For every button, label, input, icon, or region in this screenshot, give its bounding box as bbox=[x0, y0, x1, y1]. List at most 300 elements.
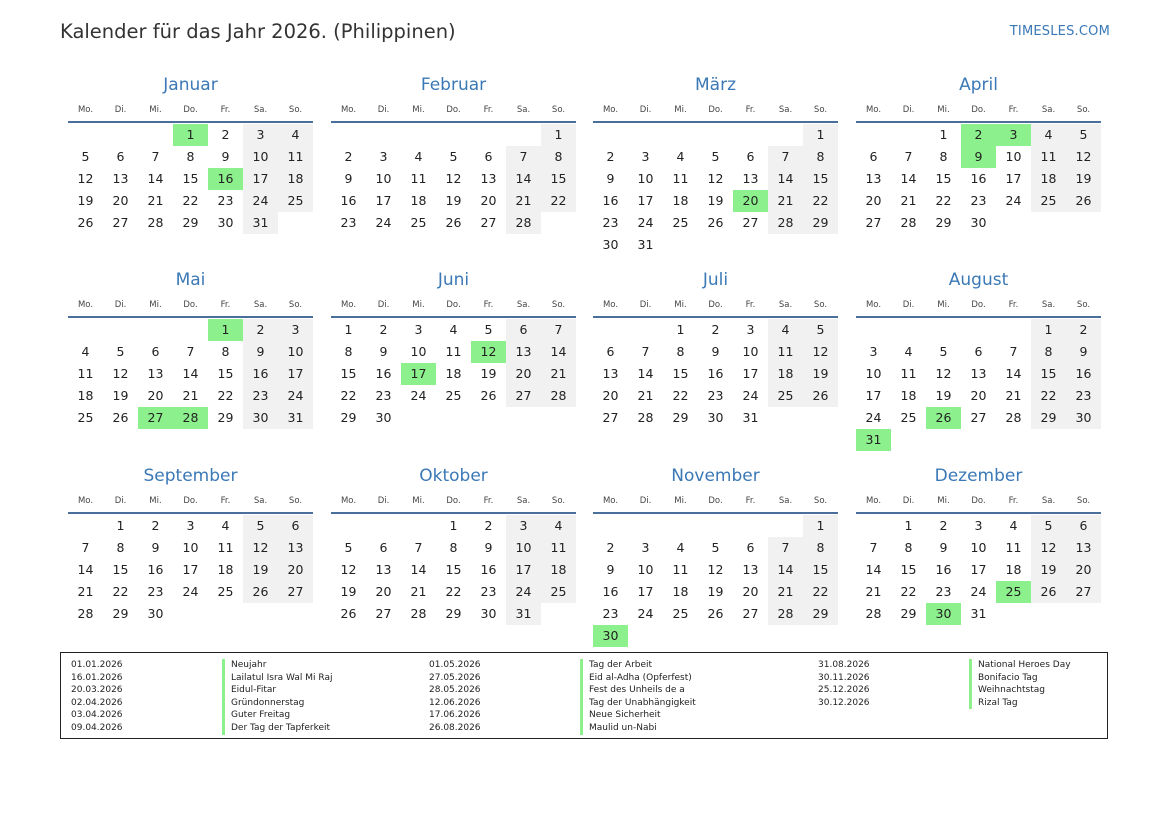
month-3 bbox=[593, 70, 838, 256]
empty-cell bbox=[663, 515, 698, 537]
day-cell: 12 bbox=[445, 171, 462, 186]
month-2 bbox=[331, 70, 576, 234]
weekday-label: Mo. bbox=[340, 300, 357, 310]
weekday-label: Di. bbox=[377, 496, 390, 506]
weekday-label: Mi. bbox=[674, 496, 687, 506]
day-cell: 26 bbox=[77, 215, 94, 230]
day-cell: 18 bbox=[1031, 168, 1066, 190]
weekday-label: Do. bbox=[446, 496, 461, 506]
weekday-label: Sa. bbox=[253, 300, 268, 310]
day-cell: 26 bbox=[1066, 190, 1101, 212]
day-cell: 22 bbox=[445, 584, 462, 599]
weekday-label: So. bbox=[813, 105, 828, 115]
holiday-list bbox=[60, 652, 1108, 739]
weekday-label: Do. bbox=[708, 105, 723, 115]
empty-cell bbox=[628, 515, 663, 537]
day-cell: 10 bbox=[410, 344, 427, 359]
day-cell: 11 bbox=[410, 171, 427, 186]
day-cell: 11 bbox=[278, 146, 313, 168]
day-cell: 10 bbox=[865, 366, 882, 381]
day-cell: 18 bbox=[410, 193, 427, 208]
empty-cell bbox=[593, 515, 628, 537]
month-name: März bbox=[695, 75, 736, 95]
day-cell: 15 bbox=[900, 562, 917, 577]
day-cell: 20 bbox=[970, 388, 987, 403]
weekday-label: Mi. bbox=[412, 496, 425, 506]
weekday-label: Fr. bbox=[1008, 496, 1019, 506]
day-cell: 29 bbox=[672, 410, 689, 425]
day-cell: 7 bbox=[641, 344, 650, 359]
day-cell: 10 bbox=[278, 341, 313, 363]
month-4 bbox=[856, 70, 1101, 234]
day-cell: 5 bbox=[711, 540, 720, 555]
weekday-header bbox=[331, 296, 576, 318]
day-cell: 15 bbox=[672, 366, 689, 381]
empty-cell bbox=[138, 124, 173, 146]
day-grid bbox=[68, 514, 313, 625]
day-cell: 22 bbox=[803, 190, 838, 212]
weekday-label: Mi. bbox=[674, 300, 687, 310]
day-cell: 19 bbox=[707, 584, 724, 599]
empty-cell bbox=[471, 124, 506, 146]
weekday-label: So. bbox=[288, 105, 303, 115]
day-cell: 17 bbox=[637, 584, 654, 599]
holiday-date: 27.05.2026 bbox=[429, 672, 481, 683]
day-cell: 29 bbox=[900, 606, 917, 621]
day-cell: 9 bbox=[484, 540, 493, 555]
day-cell: 23 bbox=[480, 584, 497, 599]
day-cell: 25 bbox=[672, 606, 689, 621]
day-cell: 27 bbox=[865, 215, 882, 230]
holiday-day: 28 bbox=[173, 407, 208, 429]
day-cell: 5 bbox=[243, 515, 278, 537]
day-cell: 7 bbox=[869, 540, 878, 555]
day-cell: 1 bbox=[1031, 319, 1066, 341]
page-title: Kalender für das Jahr 2026. (Philippinen) bbox=[60, 20, 456, 43]
empty-cell bbox=[698, 515, 733, 537]
day-cell: 21 bbox=[77, 584, 94, 599]
day-cell: 13 bbox=[278, 537, 313, 559]
day-cell: 8 bbox=[939, 149, 948, 164]
day-cell: 31 bbox=[278, 407, 313, 429]
day-cell: 3 bbox=[379, 149, 388, 164]
day-cell: 23 bbox=[217, 193, 234, 208]
day-cell: 22 bbox=[1031, 385, 1066, 407]
day-cell: 13 bbox=[147, 366, 164, 381]
day-cell: 24 bbox=[243, 190, 278, 212]
day-cell: 6 bbox=[116, 149, 125, 164]
day-cell: 4 bbox=[1031, 124, 1066, 146]
day-cell: 19 bbox=[77, 193, 94, 208]
day-cell: 15 bbox=[340, 366, 357, 381]
day-cell: 22 bbox=[672, 388, 689, 403]
empty-cell bbox=[628, 319, 663, 341]
empty-cell bbox=[68, 124, 103, 146]
weekday-label: Fr. bbox=[745, 496, 756, 506]
weekday-label: Mi. bbox=[937, 105, 950, 115]
weekday-label: So. bbox=[1076, 105, 1091, 115]
day-cell: 27 bbox=[375, 606, 392, 621]
weekday-label: Di. bbox=[114, 300, 127, 310]
day-cell: 8 bbox=[1031, 341, 1066, 363]
day-cell: 24 bbox=[637, 215, 654, 230]
weekday-label: Mo. bbox=[602, 300, 619, 310]
empty-cell bbox=[401, 515, 436, 537]
weekday-label: Do. bbox=[183, 300, 198, 310]
holiday-date: 25.12.2026 bbox=[818, 685, 870, 696]
weekday-label: Do. bbox=[183, 105, 198, 115]
day-cell: 8 bbox=[186, 149, 195, 164]
day-cell: 21 bbox=[1005, 388, 1022, 403]
weekday-label: Mo. bbox=[340, 105, 357, 115]
weekday-label: Sa. bbox=[516, 300, 531, 310]
day-cell: 12 bbox=[340, 562, 357, 577]
day-cell: 18 bbox=[768, 363, 803, 385]
holiday-day: 2 bbox=[961, 124, 996, 146]
day-cell: 6 bbox=[974, 344, 983, 359]
day-cell: 2 bbox=[1066, 319, 1101, 341]
holiday-day: 31 bbox=[856, 429, 891, 451]
holiday-name: Neue Sicherheit bbox=[580, 709, 661, 722]
day-cell: 19 bbox=[243, 559, 278, 581]
day-cell: 14 bbox=[410, 562, 427, 577]
day-cell: 12 bbox=[77, 171, 94, 186]
day-cell: 10 bbox=[243, 146, 278, 168]
day-cell: 22 bbox=[217, 388, 234, 403]
weekday-label: Mi. bbox=[149, 496, 162, 506]
day-cell: 5 bbox=[484, 322, 493, 337]
day-cell: 25 bbox=[900, 410, 917, 425]
day-cell: 15 bbox=[112, 562, 129, 577]
day-cell: 27 bbox=[970, 410, 987, 425]
weekday-label: Do. bbox=[971, 300, 986, 310]
holiday-name: Der Tag der Tapferkeit bbox=[222, 722, 330, 735]
day-cell: 17 bbox=[278, 363, 313, 385]
day-cell: 20 bbox=[278, 559, 313, 581]
day-cell: 13 bbox=[602, 366, 619, 381]
day-cell: 20 bbox=[742, 584, 759, 599]
day-cell: 2 bbox=[151, 518, 160, 533]
day-cell: 12 bbox=[243, 537, 278, 559]
weekday-label: Fr. bbox=[1008, 105, 1019, 115]
day-cell: 10 bbox=[375, 171, 392, 186]
day-cell: 14 bbox=[768, 559, 803, 581]
day-cell: 16 bbox=[480, 562, 497, 577]
day-cell: 23 bbox=[602, 215, 619, 230]
empty-cell bbox=[593, 124, 628, 146]
day-cell: 12 bbox=[707, 171, 724, 186]
weekday-label: So. bbox=[288, 300, 303, 310]
day-cell: 7 bbox=[768, 146, 803, 168]
day-cell: 30 bbox=[217, 215, 234, 230]
day-cell: 23 bbox=[970, 193, 987, 208]
day-cell: 4 bbox=[904, 344, 913, 359]
month-name: November bbox=[671, 466, 760, 486]
day-cell: 26 bbox=[1031, 581, 1066, 603]
empty-cell bbox=[331, 515, 366, 537]
day-cell: 21 bbox=[541, 363, 576, 385]
month-1 bbox=[68, 70, 313, 234]
day-cell: 30 bbox=[707, 410, 724, 425]
day-cell: 21 bbox=[900, 193, 917, 208]
day-cell: 17 bbox=[375, 193, 392, 208]
month-name: April bbox=[959, 75, 998, 95]
holiday-name: Gründonnerstag bbox=[222, 697, 304, 710]
weekday-label: Mi. bbox=[149, 300, 162, 310]
day-cell: 30 bbox=[970, 215, 987, 230]
weekday-label: Fr. bbox=[220, 105, 231, 115]
day-cell: 12 bbox=[803, 341, 838, 363]
weekday-label: Di. bbox=[114, 105, 127, 115]
day-cell: 7 bbox=[506, 146, 541, 168]
weekday-label: Fr. bbox=[1008, 300, 1019, 310]
empty-cell bbox=[856, 319, 891, 341]
holiday-name: Fest des Unheils de a bbox=[580, 684, 685, 697]
holiday-date: 30.12.2026 bbox=[818, 697, 870, 708]
day-cell: 12 bbox=[1066, 146, 1101, 168]
day-cell: 20 bbox=[147, 388, 164, 403]
day-cell: 24 bbox=[410, 388, 427, 403]
day-cell: 4 bbox=[676, 540, 685, 555]
day-cell: 23 bbox=[375, 388, 392, 403]
month-name: Dezember bbox=[934, 466, 1023, 486]
day-cell: 5 bbox=[711, 149, 720, 164]
holiday-day: 12 bbox=[471, 341, 506, 363]
day-cell: 23 bbox=[147, 584, 164, 599]
weekday-label: So. bbox=[551, 105, 566, 115]
day-cell: 15 bbox=[541, 168, 576, 190]
day-cell: 18 bbox=[672, 584, 689, 599]
day-cell: 4 bbox=[768, 319, 803, 341]
holiday-name: Weihnachtstag bbox=[969, 684, 1045, 697]
weekday-label: Mo. bbox=[340, 496, 357, 506]
day-cell: 3 bbox=[414, 322, 423, 337]
day-cell: 1 bbox=[939, 127, 948, 142]
day-cell: 26 bbox=[243, 581, 278, 603]
day-cell: 24 bbox=[1005, 193, 1022, 208]
day-cell: 8 bbox=[676, 344, 685, 359]
holiday-name: Maulid un-Nabi bbox=[580, 722, 657, 735]
holiday-date: 02.04.2026 bbox=[71, 697, 123, 708]
weekday-label: Fr. bbox=[745, 105, 756, 115]
day-cell: 1 bbox=[344, 322, 353, 337]
holiday-name: Eid al-Adha (Opferfest) bbox=[580, 672, 692, 685]
day-cell: 7 bbox=[768, 537, 803, 559]
weekday-label: Di. bbox=[377, 300, 390, 310]
day-cell: 13 bbox=[112, 171, 129, 186]
weekday-label: Mi. bbox=[149, 105, 162, 115]
day-cell: 2 bbox=[606, 149, 615, 164]
day-cell: 11 bbox=[672, 171, 689, 186]
day-cell: 1 bbox=[803, 515, 838, 537]
day-cell: 20 bbox=[865, 193, 882, 208]
day-cell: 20 bbox=[480, 193, 497, 208]
holiday-date: 26.08.2026 bbox=[429, 722, 481, 733]
day-cell: 25 bbox=[768, 385, 803, 407]
day-cell: 14 bbox=[865, 562, 882, 577]
weekday-label: Fr. bbox=[483, 496, 494, 506]
day-cell: 13 bbox=[375, 562, 392, 577]
holiday-name: Lailatul Isra Wal Mi Raj bbox=[222, 672, 332, 685]
day-cell: 13 bbox=[742, 171, 759, 186]
day-cell: 26 bbox=[707, 606, 724, 621]
weekday-label: Mo. bbox=[865, 105, 882, 115]
empty-cell bbox=[856, 515, 891, 537]
day-grid bbox=[331, 123, 576, 234]
day-cell: 19 bbox=[935, 388, 952, 403]
day-cell: 3 bbox=[186, 518, 195, 533]
month-6 bbox=[331, 265, 576, 429]
day-cell: 19 bbox=[445, 193, 462, 208]
day-cell: 5 bbox=[1031, 515, 1066, 537]
day-cell: 2 bbox=[221, 127, 230, 142]
day-cell: 23 bbox=[340, 215, 357, 230]
day-cell: 11 bbox=[541, 537, 576, 559]
weekday-label: Mi. bbox=[412, 105, 425, 115]
holiday-date: 01.01.2026 bbox=[71, 660, 123, 670]
day-cell: 7 bbox=[541, 319, 576, 341]
holiday-day: 16 bbox=[208, 168, 243, 190]
day-cell: 18 bbox=[445, 366, 462, 381]
day-cell: 10 bbox=[637, 171, 654, 186]
day-cell: 6 bbox=[746, 540, 755, 555]
holiday-name: Rizal Tag bbox=[969, 697, 1018, 710]
empty-cell bbox=[173, 319, 208, 341]
month-12 bbox=[856, 461, 1101, 625]
weekday-header bbox=[856, 492, 1101, 514]
weekday-label: Sa. bbox=[516, 496, 531, 506]
weekday-label: Mo. bbox=[602, 496, 619, 506]
holiday-day: 26 bbox=[926, 407, 961, 429]
weekday-label: Sa. bbox=[778, 105, 793, 115]
day-cell: 19 bbox=[340, 584, 357, 599]
holiday-day: 30 bbox=[926, 603, 961, 625]
weekday-label: Fr. bbox=[220, 300, 231, 310]
day-cell: 7 bbox=[414, 540, 423, 555]
empty-cell bbox=[996, 319, 1031, 341]
day-cell: 26 bbox=[445, 215, 462, 230]
empty-cell bbox=[698, 124, 733, 146]
weekday-label: Do. bbox=[183, 496, 198, 506]
day-cell: 24 bbox=[278, 385, 313, 407]
weekday-header bbox=[593, 296, 838, 318]
empty-cell bbox=[366, 124, 401, 146]
empty-cell bbox=[856, 124, 891, 146]
weekday-label: So. bbox=[551, 300, 566, 310]
holiday-name: National Heroes Day bbox=[969, 659, 1071, 672]
day-cell: 19 bbox=[480, 366, 497, 381]
day-cell: 7 bbox=[81, 540, 90, 555]
day-cell: 28 bbox=[77, 606, 94, 621]
weekday-header bbox=[68, 492, 313, 514]
day-cell: 28 bbox=[541, 385, 576, 407]
day-cell: 7 bbox=[904, 149, 913, 164]
weekday-label: Sa. bbox=[1041, 105, 1056, 115]
holiday-day: 3 bbox=[996, 124, 1031, 146]
day-cell: 23 bbox=[1066, 385, 1101, 407]
day-cell: 6 bbox=[506, 319, 541, 341]
day-cell: 7 bbox=[151, 149, 160, 164]
day-cell: 27 bbox=[112, 215, 129, 230]
day-cell: 30 bbox=[375, 410, 392, 425]
day-cell: 14 bbox=[182, 366, 199, 381]
day-cell: 14 bbox=[147, 171, 164, 186]
day-cell: 17 bbox=[637, 193, 654, 208]
day-cell: 18 bbox=[672, 193, 689, 208]
day-grid bbox=[331, 514, 576, 625]
day-cell: 9 bbox=[151, 540, 160, 555]
empty-cell bbox=[436, 124, 471, 146]
day-cell: 30 bbox=[147, 606, 164, 621]
day-cell: 29 bbox=[1031, 407, 1066, 429]
day-cell: 6 bbox=[746, 149, 755, 164]
day-cell: 12 bbox=[1031, 537, 1066, 559]
empty-cell bbox=[768, 124, 803, 146]
holiday-date: 31.08.2026 bbox=[818, 660, 870, 670]
day-cell: 13 bbox=[480, 171, 497, 186]
day-cell: 22 bbox=[541, 190, 576, 212]
day-cell: 26 bbox=[112, 410, 129, 425]
day-cell: 21 bbox=[865, 584, 882, 599]
empty-cell bbox=[733, 124, 768, 146]
day-cell: 29 bbox=[803, 212, 838, 234]
holiday-day: 1 bbox=[208, 319, 243, 341]
weekday-label: Di. bbox=[902, 105, 915, 115]
month-name: August bbox=[948, 270, 1009, 290]
day-cell: 2 bbox=[484, 518, 493, 533]
month-7 bbox=[593, 265, 838, 429]
weekday-label: Fr. bbox=[483, 105, 494, 115]
day-cell: 26 bbox=[803, 385, 838, 407]
day-cell: 14 bbox=[637, 366, 654, 381]
day-cell: 21 bbox=[410, 584, 427, 599]
day-cell: 24 bbox=[506, 581, 541, 603]
day-cell: 19 bbox=[1066, 168, 1101, 190]
day-cell: 10 bbox=[637, 562, 654, 577]
day-cell: 20 bbox=[1066, 559, 1101, 581]
day-cell: 12 bbox=[935, 366, 952, 381]
empty-cell bbox=[506, 124, 541, 146]
day-cell: 20 bbox=[112, 193, 129, 208]
holiday-name: Eidul-Fitar bbox=[222, 684, 276, 697]
empty-cell bbox=[593, 319, 628, 341]
day-cell: 2 bbox=[344, 149, 353, 164]
weekday-label: Sa. bbox=[1041, 300, 1056, 310]
day-cell: 3 bbox=[746, 322, 755, 337]
empty-cell bbox=[103, 319, 138, 341]
day-cell: 21 bbox=[182, 388, 199, 403]
day-cell: 28 bbox=[147, 215, 164, 230]
holiday-date: 12.06.2026 bbox=[429, 697, 481, 708]
day-cell: 3 bbox=[641, 540, 650, 555]
day-cell: 1 bbox=[449, 518, 458, 533]
weekday-label: Mo. bbox=[865, 496, 882, 506]
weekday-label: Mo. bbox=[77, 496, 94, 506]
day-cell: 28 bbox=[637, 410, 654, 425]
empty-cell bbox=[961, 319, 996, 341]
day-cell: 24 bbox=[970, 584, 987, 599]
weekday-label: Mo. bbox=[865, 300, 882, 310]
holiday-date: 17.06.2026 bbox=[429, 710, 481, 721]
day-cell: 4 bbox=[1009, 518, 1018, 533]
holiday-day: 1 bbox=[173, 124, 208, 146]
day-cell: 5 bbox=[1066, 124, 1101, 146]
day-grid bbox=[593, 123, 838, 256]
day-cell: 6 bbox=[1066, 515, 1101, 537]
site-link[interactable]: TIMESLES.COM bbox=[1009, 24, 1110, 39]
day-cell: 17 bbox=[1005, 171, 1022, 186]
day-cell: 17 bbox=[243, 168, 278, 190]
